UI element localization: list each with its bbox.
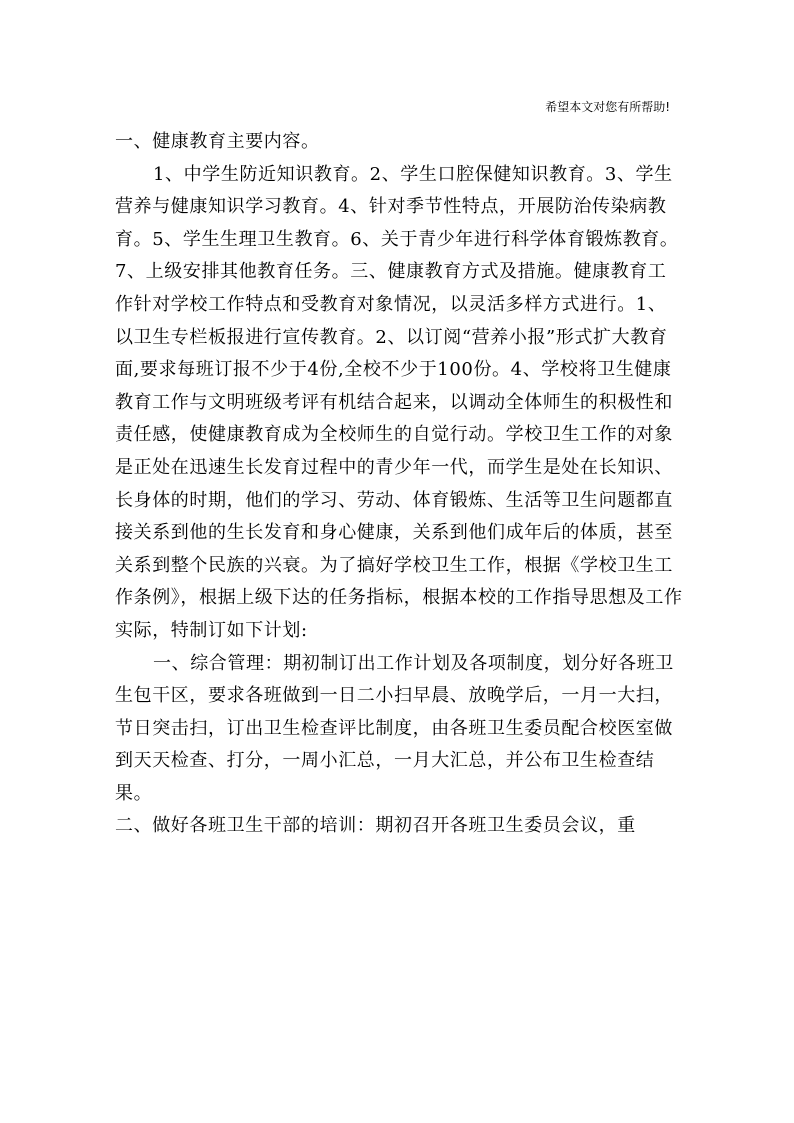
section-title: 一、健康教育主要内容。 [115,131,320,152]
document-body [115,126,683,843]
paragraph-content-list: 1、中学生防近知识教育。2、学生口腔保健知识教育。3、学生营养与健康知识学习教育。4、针对季节性特点，开展防治传染病教育。5、学生生理卫生教育。6、关于青少年进行科学体育锻炼教育。7、上级安排其他教育任务。三、健康教育方式及措施。健康教育工作针对学校工作特点和受教育对象情况，以灵活多样方式进行。1、以卫生专栏板报进行宣传教育。2、以订阅“营养小报”形式扩大教育面,要求每班订报不少于4份,全校不少于100份。4、学校将卫生健康教育工作与文明班级考评有机结合起来，以调动全体师生的积极性和责任感，使健康教育成为全校师生的自觉行动。学校卫生工作的对象是正处在迅速生长发育过程中的青少年一代，而学生是处在长知识、长身体的时期，他们的学习、劳动、体育锻炼、生活等卫生问题都直接关系到他的生长发育和身心健康，关系到他们成年后的体质，甚至关系到整个民族的兴衰。为了搞好学校卫生工作，根据《学校卫生工作条例》，根据上级下达的任务指标，根据本校的工作指导思想及工作实际，特制订如下计划: [115,163,683,641]
paragraph-training: 二、做好各班卫生干部的培训：期初召开各班卫生委员会议，重 [115,815,636,837]
header-note: 希望本文对您有所帮助! [545,100,670,114]
paragraph-management: 一、综合管理：期初制订出工作计划及各项制度，划分好各班卫生包干区，要求各班做到一日二小扫早晨、放晚学后，一月一大扫，节日突击扫，订出卫生检查评比制度，由各班卫生委员配合校医室做到天天检查、打分，一周小汇总，一月大汇总，并公布卫生检查结果。 [115,652,674,804]
